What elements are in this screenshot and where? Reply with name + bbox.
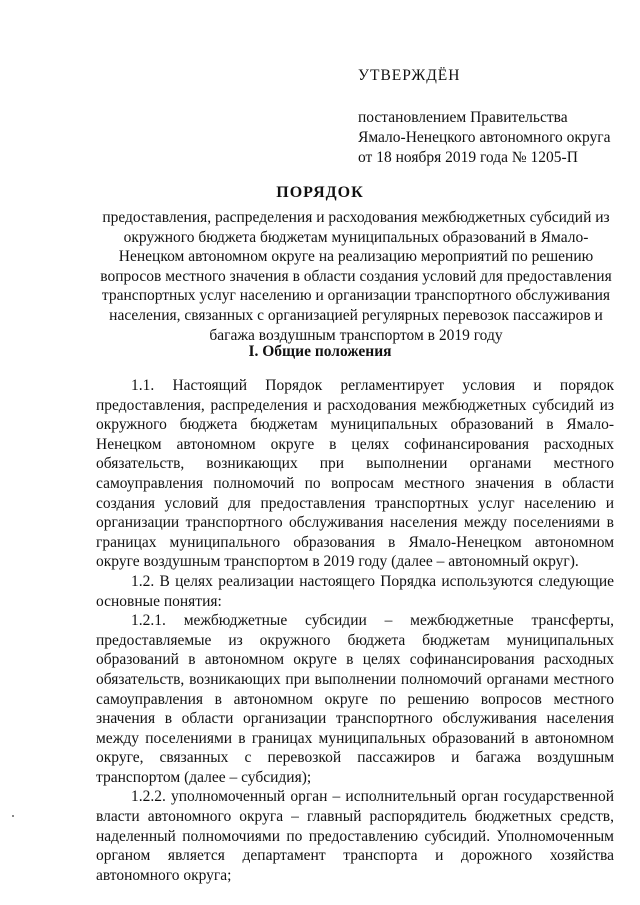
scan-speck [12,815,14,817]
approval-block [358,66,628,168]
paragraph-1-2-2: 1.2.2. уполномоченный орган – исполнительный орган государственной власти автономного округа – главный распорядитель бюджетных средств, наделенный полномочиями по предоставлению субсидий. Уполномоченным органом является департамент транспорта и дорожного хозяйства автономного округа; [96,788,614,884]
approval-line-3: от 18 ноября 2019 года № 1205-П [358,149,578,166]
paragraph-1-2: 1.2. В целях реализации настоящего Порядка используются следующие основные понятия: [96,572,614,610]
subtitle-line: багажа воздушным транспортом в 2019 году [209,326,503,344]
document-title: ПОРЯДОК [276,184,364,201]
approval-line-1: постановлением Правительства [358,109,568,126]
subtitle-line: Ненецком автономном округе на реализацию мероприятий по решению [118,248,594,266]
subtitle-line: транспортных услуг населению и организации транспортного обслуживания [101,287,611,305]
paragraph-1-1: 1.1. Настоящий Порядок регламентирует условия и порядок предоставления, распределения и расходования межбюджетных субсидий из окружного бюджета бюджетам муниципальных образований в Ямало-Ненецком автономном округе в целях софинансирования расходных обязательств, возникающих при выполнении органами местного самоуправления полномочий по вопросам местного значения в области создания условий для предоставления транспортных услуг населению и организации транспортного обслуживания населения между поселениями в границах муниципального образования в Ямало-Ненецком автономном округе воздушным транспортом в 2019 году (далее – автономный округ). [96,377,614,571]
subtitle-line: населения, связанных с организацией регулярных перевозок пассажиров и [109,306,603,324]
subtitle-line: окружного бюджета бюджетам муниципальных образований в Ямало- [123,228,589,246]
approval-line-2: Ямало-Ненецкого автономного округа [358,129,611,146]
paragraph-1-2-1: 1.2.1. межбюджетные субсидии – межбюджетные трансферты, предоставляемые из окружного бюджета бюджетам муниципальных образований в автономном округе в целях софинансирования расходных обязательств, возникающих при выполнении полномочий органами местного самоуправления в автономном округе по решению вопросов местного значения в области организации транспортного обслуживания населения между поселениями в границах муниципальных образований в автономном округе, связанных с перевозкой пассажиров и багажа воздушным транспортом (далее – субсидия); [96,612,614,786]
document-body [96,376,614,885]
approval-stamp-title: УТВЕРЖДЁН [358,67,461,84]
subtitle-line: вопросов местного значения в области создания условий для предоставления [100,267,612,285]
subtitle-line: предоставления, распределения и расходования межбюджетных субсидий из [102,209,610,226]
section-heading: I. Общие положения [248,343,392,360]
document-subtitle [96,208,616,345]
